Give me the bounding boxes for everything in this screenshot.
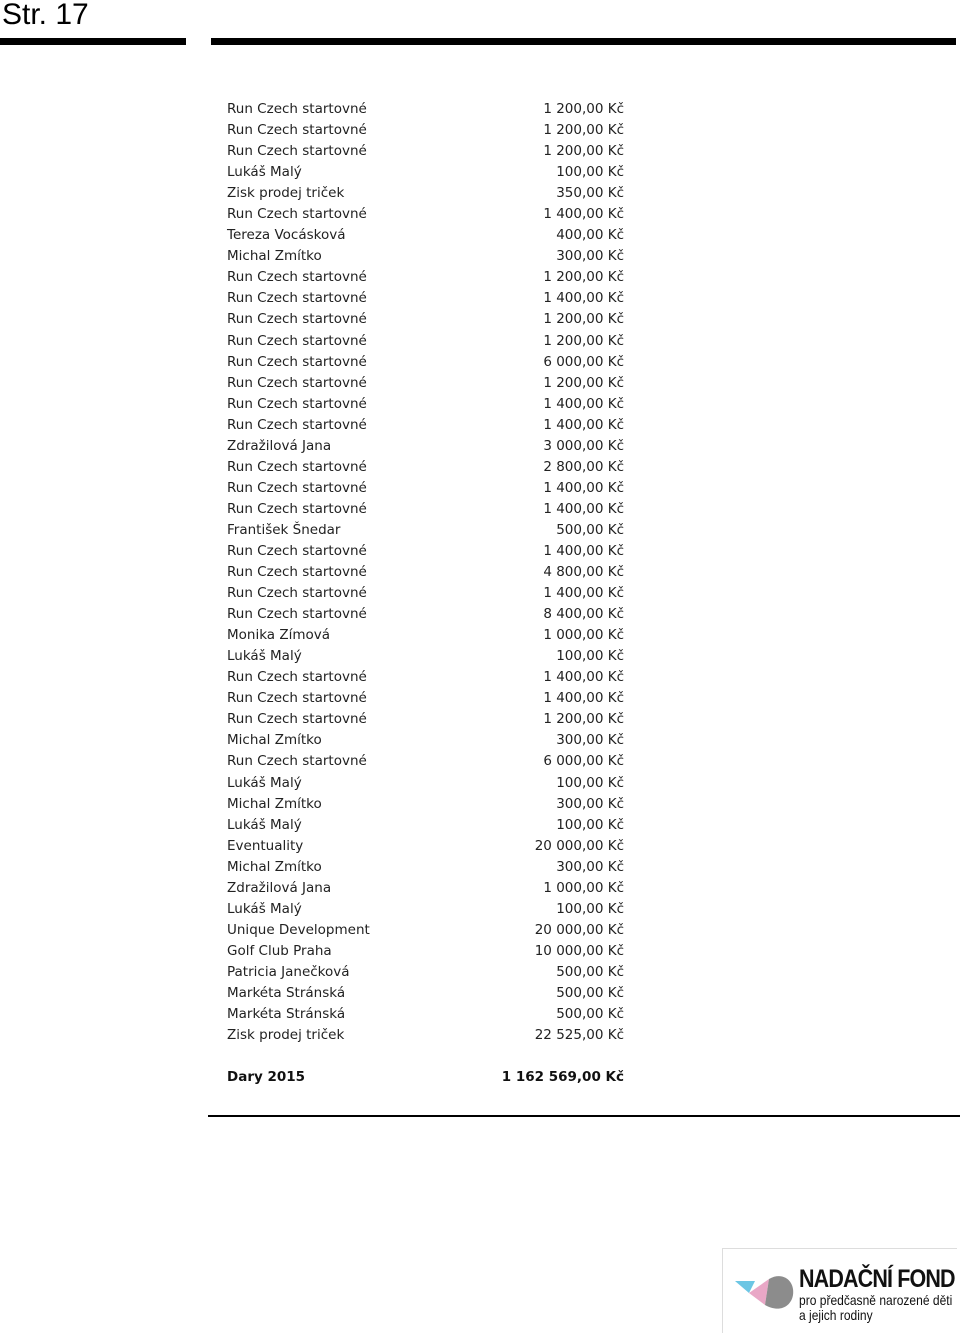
donation-row [227, 352, 627, 373]
donation-name: Markéta Stránská [227, 984, 346, 1001]
donation-amount: 6 000,00 Kč [543, 353, 624, 370]
donation-amount: 100,00 Kč [556, 816, 624, 833]
donation-name: Run Czech startovné [227, 143, 367, 160]
donation-name: Zisk prodej triček [227, 185, 345, 202]
donation-row [227, 688, 627, 709]
donation-row [227, 204, 627, 225]
donation-name: Lukáš Malý [227, 774, 302, 791]
donation-row [227, 162, 627, 183]
donation-amount: 1 400,00 Kč [543, 416, 624, 433]
donation-row [227, 815, 627, 836]
donation-row [227, 520, 627, 541]
donation-row [227, 646, 627, 667]
logo-subtitle-line2: a jejich rodiny [799, 1307, 873, 1323]
donation-name: Run Czech startovné [227, 711, 367, 728]
donation-amount: 350,00 Kč [556, 185, 624, 202]
donation-name: Golf Club Praha [227, 942, 332, 959]
donation-amount: 300,00 Kč [556, 795, 624, 812]
donation-row [227, 373, 627, 394]
donation-name: Michal Zmítko [227, 248, 322, 265]
donation-row [227, 267, 627, 288]
donation-name: Lukáš Malý [227, 900, 302, 917]
footer-rule [208, 1115, 960, 1117]
donation-amount: 1 000,00 Kč [543, 627, 624, 644]
logo-title: NADAČNÍ FOND [799, 1265, 955, 1293]
donation-name: Run Czech startovné [227, 753, 367, 770]
donation-amount: 1 400,00 Kč [543, 585, 624, 602]
donation-amount: 500,00 Kč [556, 963, 624, 980]
donation-amount: 8 400,00 Kč [543, 606, 624, 623]
donation-name: Run Czech startovné [227, 332, 367, 349]
donation-name: Zdražilová Jana [227, 879, 332, 896]
page-number-label: Str. 17 [2, 0, 89, 31]
donation-name: Michal Zmítko [227, 858, 322, 875]
donation-name: Markéta Stránská [227, 1006, 346, 1023]
donation-name: Run Czech startovné [227, 101, 367, 117]
donation-name: Run Czech startovné [227, 395, 367, 412]
donation-amount: 1 200,00 Kč [543, 269, 624, 286]
donation-amount: 400,00 Kč [556, 227, 624, 244]
donation-amount: 1 400,00 Kč [543, 290, 624, 307]
donation-amount: 500,00 Kč [556, 984, 624, 1001]
logo-subtitle-line1: pro předčasně narozené děti [799, 1292, 953, 1308]
donation-name: Run Czech startovné [227, 122, 367, 139]
donation-name: Michal Zmítko [227, 795, 322, 812]
donation-name: Run Czech startovné [227, 585, 367, 602]
donation-amount: 2 800,00 Kč [543, 458, 624, 475]
foundation-logo-icon [735, 1269, 797, 1317]
donation-amount: 1 400,00 Kč [543, 395, 624, 412]
donations-table [227, 99, 627, 1046]
donation-row [227, 583, 627, 604]
donation-name: Run Czech startovné [227, 479, 367, 496]
donation-row [227, 625, 627, 646]
donation-amount: 1 200,00 Kč [543, 101, 624, 117]
donation-name: Run Czech startovné [227, 564, 367, 581]
donation-name: Run Czech startovné [227, 311, 367, 328]
donation-amount: 6 000,00 Kč [543, 753, 624, 770]
donation-row [227, 246, 627, 267]
donation-amount: 1 200,00 Kč [543, 374, 624, 391]
donation-name: Eventuality [227, 837, 304, 854]
donation-row [227, 183, 627, 204]
donation-name: Run Czech startovné [227, 290, 367, 307]
header-rule-left [0, 38, 186, 45]
foundation-logo [722, 1248, 957, 1333]
donation-amount: 20 000,00 Kč [534, 921, 624, 938]
donation-amount: 1 200,00 Kč [543, 332, 624, 349]
donation-name: Lukáš Malý [227, 816, 302, 833]
donation-row [227, 773, 627, 794]
donation-row [227, 836, 627, 857]
donation-amount: 300,00 Kč [556, 248, 624, 265]
donation-name: Run Czech startovné [227, 374, 367, 391]
donation-amount: 100,00 Kč [556, 648, 624, 665]
donation-amount: 1 400,00 Kč [543, 669, 624, 686]
donation-name: Patricia Janečková [227, 963, 350, 980]
donation-amount: 100,00 Kč [556, 164, 624, 181]
donation-row [227, 730, 627, 751]
donation-amount: 22 525,00 Kč [534, 1027, 624, 1044]
donation-name: Run Czech startovné [227, 353, 367, 370]
donation-row [227, 436, 627, 457]
donation-amount: 1 400,00 Kč [543, 542, 624, 559]
header-rule-right [211, 38, 956, 45]
donation-name: Run Czech startovné [227, 458, 367, 475]
donation-row [227, 962, 627, 983]
total-amount: 1 162 569,00 Kč [501, 1069, 624, 1085]
donation-name: Run Czech startovné [227, 206, 367, 223]
donation-amount: 1 400,00 Kč [543, 479, 624, 496]
donation-amount: 1 200,00 Kč [543, 311, 624, 328]
donation-row [227, 288, 627, 309]
donation-name: Run Czech startovné [227, 542, 367, 559]
donation-row [227, 604, 627, 625]
donation-row [227, 941, 627, 962]
donation-name: Run Czech startovné [227, 269, 367, 286]
donation-amount: 100,00 Kč [556, 900, 624, 917]
donation-amount: 3 000,00 Kč [543, 437, 624, 454]
donation-row [227, 1025, 627, 1046]
donation-row [227, 1004, 627, 1025]
donation-amount: 20 000,00 Kč [534, 837, 624, 854]
donation-amount: 1 200,00 Kč [543, 143, 624, 160]
donation-row [227, 562, 627, 583]
donation-row [227, 457, 627, 478]
donation-row [227, 857, 627, 878]
donation-amount: 4 800,00 Kč [543, 564, 624, 581]
donation-row [227, 920, 627, 941]
donation-amount: 300,00 Kč [556, 732, 624, 749]
donation-name: Lukáš Malý [227, 164, 302, 181]
donation-name: Michal Zmítko [227, 732, 322, 749]
donation-row [227, 331, 627, 352]
total-row [227, 1066, 627, 1088]
donation-row [227, 499, 627, 520]
donation-row [227, 478, 627, 499]
donation-name: Run Czech startovné [227, 606, 367, 623]
donation-amount: 100,00 Kč [556, 774, 624, 791]
donation-row [227, 99, 627, 120]
donation-row [227, 878, 627, 899]
donation-name: Monika Zímová [227, 627, 331, 644]
donation-amount: 1 400,00 Kč [543, 690, 624, 707]
total-label: Dary 2015 [227, 1069, 306, 1085]
donation-name: Tereza Vocásková [227, 227, 346, 244]
donation-row [227, 141, 627, 162]
donation-row [227, 394, 627, 415]
donation-name: Lukáš Malý [227, 648, 302, 665]
donation-amount: 1 200,00 Kč [543, 711, 624, 728]
donation-name: Run Czech startovné [227, 500, 367, 517]
donation-name: Zisk prodej triček [227, 1027, 345, 1044]
donation-amount: 500,00 Kč [556, 521, 624, 538]
donation-row [227, 983, 627, 1004]
donation-row [227, 709, 627, 730]
donation-amount: 1 200,00 Kč [543, 122, 624, 139]
donation-name: Run Czech startovné [227, 416, 367, 433]
donation-name: František Šnedar [227, 521, 341, 538]
donation-row [227, 751, 627, 772]
donation-amount: 1 400,00 Kč [543, 500, 624, 517]
donation-row [227, 225, 627, 246]
donation-name: Run Czech startovné [227, 669, 367, 686]
donation-amount: 300,00 Kč [556, 858, 624, 875]
donation-amount: 1 000,00 Kč [543, 879, 624, 896]
donation-row [227, 415, 627, 436]
donation-name: Unique Development [227, 921, 370, 938]
donation-name: Run Czech startovné [227, 690, 367, 707]
donation-row [227, 794, 627, 815]
donation-row [227, 309, 627, 330]
donation-row [227, 899, 627, 920]
donation-amount: 1 400,00 Kč [543, 206, 624, 223]
donation-name: Zdražilová Jana [227, 437, 332, 454]
donation-row [227, 541, 627, 562]
donation-amount: 500,00 Kč [556, 1006, 624, 1023]
donation-row [227, 120, 627, 141]
donation-row [227, 667, 627, 688]
donation-amount: 10 000,00 Kč [534, 942, 624, 959]
